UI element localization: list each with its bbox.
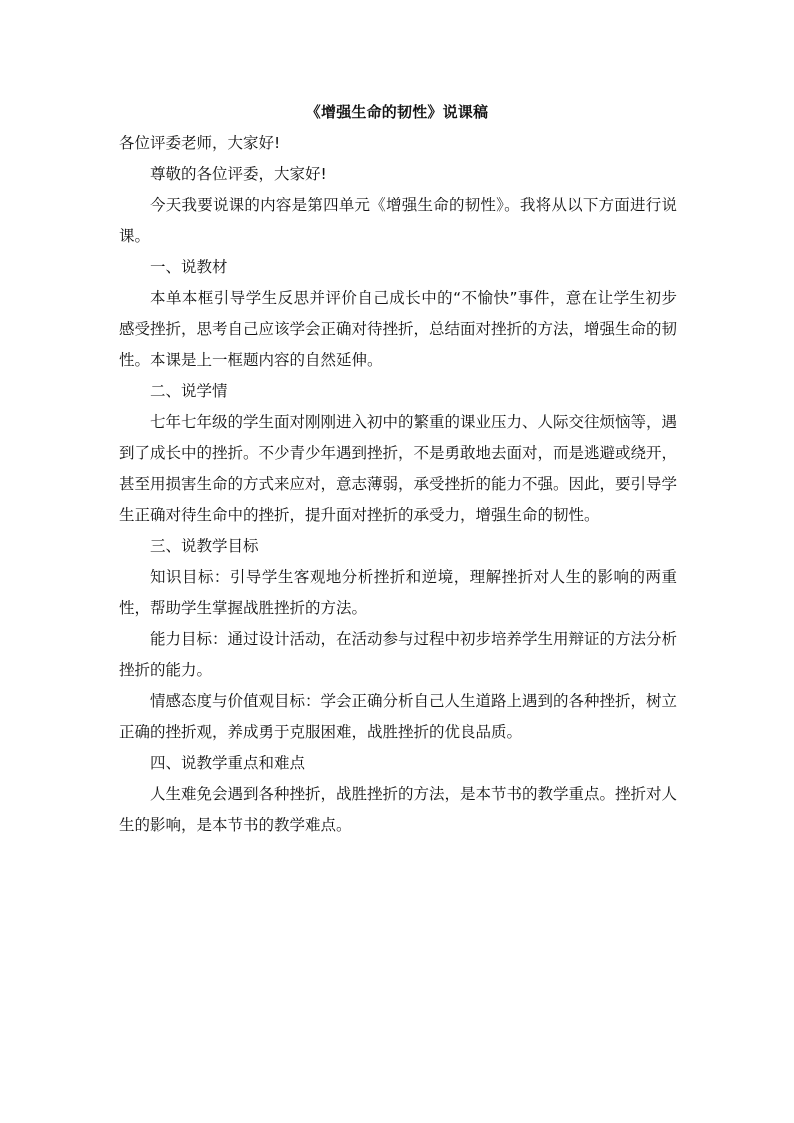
section-heading-focus: 四、说教学重点和难点 [150, 754, 306, 772]
section-heading-students: 二、说学情 [150, 382, 228, 400]
section-heading-textbook: 一、说教材 [150, 258, 228, 276]
document-body [119, 128, 677, 841]
intro-paragraph: 今天我要说课的内容是第四单元《增强生命的韧性》。我将从以下方面进行说课。 [119, 196, 677, 245]
attitude-objective-paragraph: 情感态度与价值观目标：学会正确分析自己人生道路上遇到的各种挫折，树立正确的挫折观，养成勇于克服困难，战胜挫折的优良品质。 [119, 692, 678, 741]
ability-objective-paragraph: 能力目标：通过设计活动，在活动参与过程中初步培养学生用辩证的方法分析挫折的能力。 [119, 630, 678, 679]
students-paragraph: 七年七年级的学生面对刚刚进入初中的繁重的课业压力、人际交往烦恼等，遇到了成长中的挫折。不少青少年遇到挫折，不是勇敢地去面对，而是逃避或绕开，甚至用损害生命的方式来应对，意志薄弱，承受挫折的能力不强。因此，要引导学生正确对待生命中的挫折，提升面对挫折的承受力，增强生命的韧性。 [119, 413, 678, 524]
section-heading-objectives: 三、说教学目标 [150, 537, 259, 555]
knowledge-objective-paragraph: 知识目标：引导学生客观地分析挫折和逆境，理解挫折对人生的影响的两重性，帮助学生掌握战胜挫折的方法。 [119, 568, 677, 617]
salutation-paragraph: 尊敬的各位评委，大家好! [150, 165, 327, 183]
focus-paragraph: 人生难免会遇到各种挫折，战胜挫折的方法，是本节书的教学重点。挫折对人生的影响，是本节书的教学难点。 [119, 785, 678, 834]
greeting-paragraph: 各位评委老师，大家好! [119, 134, 281, 152]
document-title: 《增强生命的韧性》说课稿 [305, 103, 489, 121]
textbook-paragraph: 本单本框引导学生反思并评价自己成长中的“不愉快”事件，意在让学生初步感受挫折，思考自己应该学会正确对待挫折，总结面对挫折的方法，增强生命的韧性。本课是上一框题内容的自然延伸。 [119, 289, 678, 369]
